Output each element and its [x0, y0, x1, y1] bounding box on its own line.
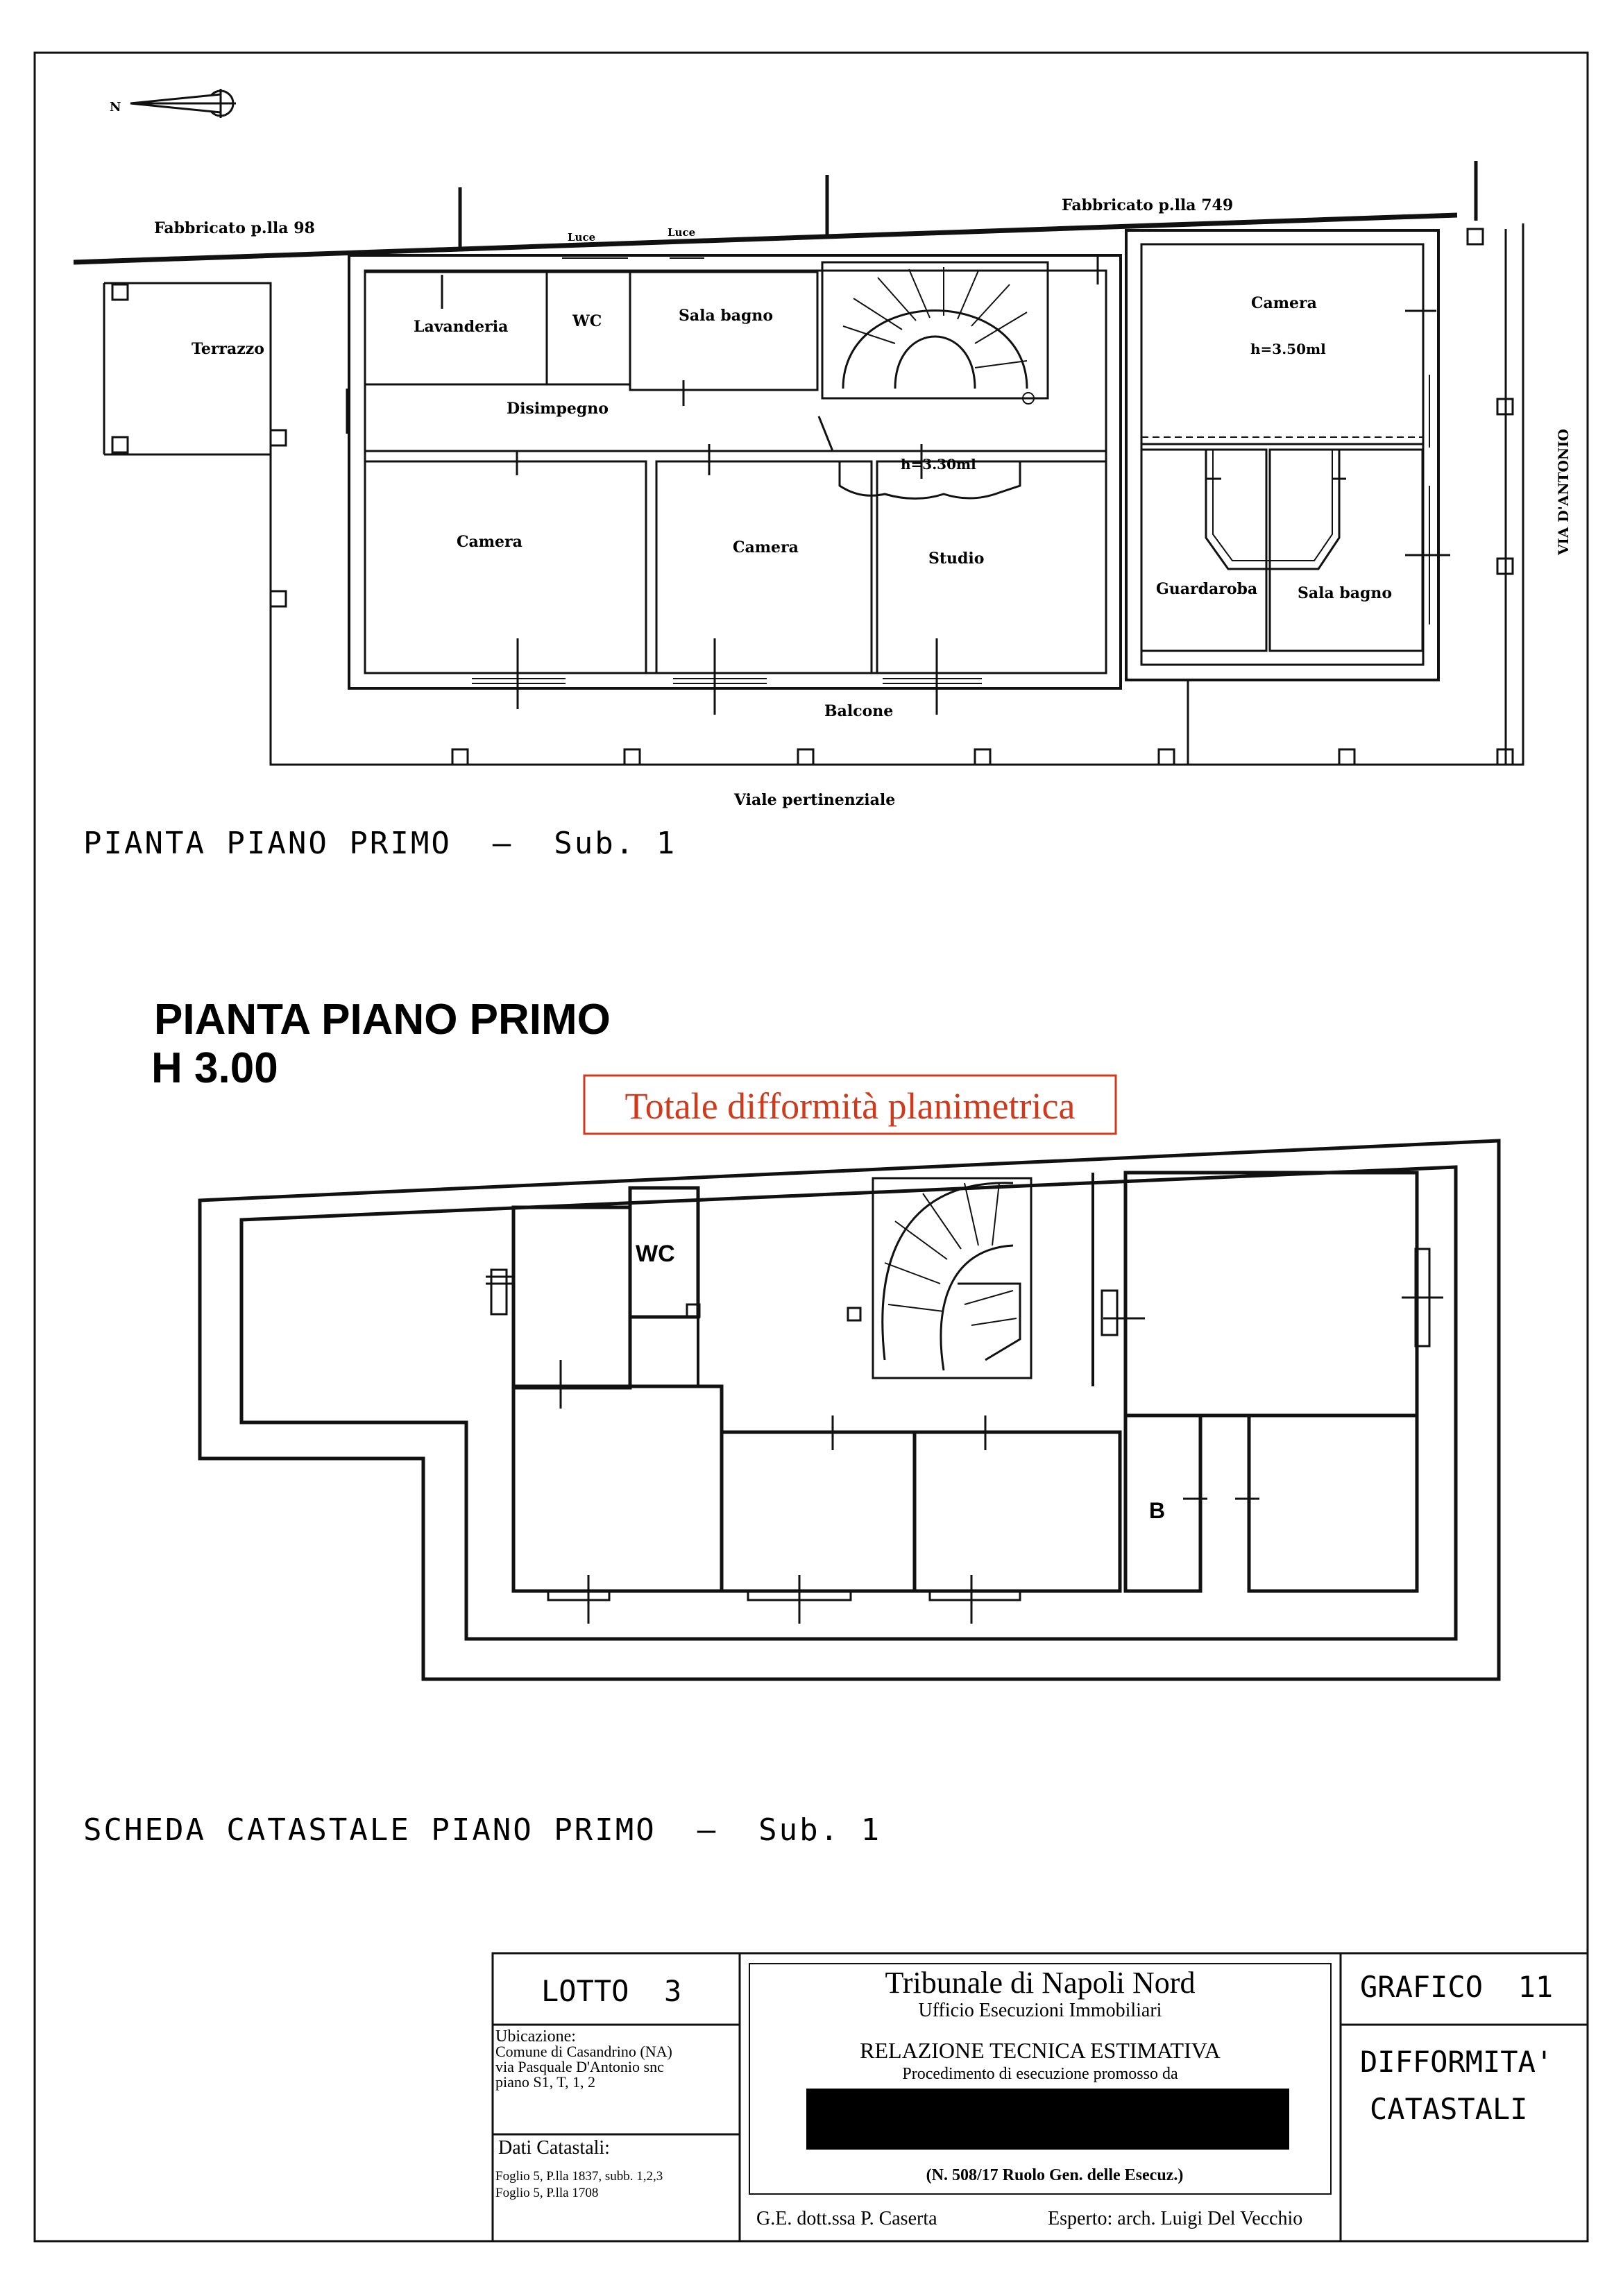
room-sala-bagno-2: Sala bagno: [1298, 584, 1393, 602]
street-bottom-label: Viale pertinenziale: [734, 791, 896, 809]
expert-name: Esperto: arch. Luigi Del Vecchio: [1048, 2208, 1303, 2229]
top-plan-walls: [74, 161, 1523, 765]
subject-line-2: CATASTALI: [1370, 2092, 1528, 2126]
judge-name: G.E. dott.ssa P. Caserta: [756, 2208, 937, 2229]
lotto-label: LOTTO 3: [541, 1974, 682, 2008]
dati-catastali-label: Dati Catastali:: [498, 2137, 610, 2159]
room-guardaroba: Guardaroba: [1156, 580, 1258, 598]
procedure-text: Procedimento di esecuzione promosso da: [902, 2065, 1178, 2083]
light-label-1: Luce: [568, 231, 596, 244]
dati-catastali-line-1: Foglio 5, P.lla 1837, subb. 1,2,3: [495, 2169, 663, 2184]
neighbor-right-label: Fabbricato p.lla 749: [1062, 196, 1234, 214]
cadastral-b-label: B: [1149, 1498, 1166, 1523]
cadastral-header-line-2: H 3.00: [151, 1044, 278, 1092]
ubicazione-label: Ubicazione:: [495, 2027, 576, 2046]
top-plan-caption: PIANTA PIANO PRIMO — Sub. 1: [83, 826, 677, 861]
ubicazione-line-3: piano S1, T, 1, 2: [495, 2073, 596, 2091]
dati-catastali-line-2: Foglio 5, P.lla 1708: [495, 2186, 599, 2200]
north-arrow: [130, 89, 236, 118]
north-label: N: [110, 100, 121, 114]
room-height-2: h=3.30ml: [901, 456, 976, 473]
room-disimpegno: Disimpegno: [507, 400, 609, 418]
office-name: Ufficio Esecuzioni Immobiliari: [918, 2000, 1162, 2021]
redacted-party-box: [806, 2089, 1289, 2150]
subject-line-1: DIFFORMITA': [1360, 2045, 1554, 2079]
room-lavanderia: Lavanderia: [414, 318, 509, 336]
neighbor-left-label: Fabbricato p.lla 98: [154, 219, 315, 237]
cadastral-header-line-1: PIANTA PIANO PRIMO: [154, 996, 611, 1044]
room-balcone: Balcone: [824, 702, 894, 720]
ubicazione-line-1: Comune di Casandrino (NA): [495, 2043, 672, 2060]
room-wc: WC: [572, 312, 602, 330]
difformity-note: Totale difformità planimetrica: [624, 1085, 1076, 1127]
room-camera-1: Camera: [1251, 294, 1317, 312]
room-studio: Studio: [928, 550, 985, 568]
room-terrazzo: Terrazzo: [192, 340, 264, 358]
room-height-1: h=3.50ml: [1250, 341, 1326, 357]
ubicazione-line-2: via Pasquale D'Antonio snc: [495, 2058, 664, 2075]
court-name: Tribunale di Napoli Nord: [885, 1966, 1196, 2000]
room-camera-2: Camera: [457, 533, 522, 551]
case-number: (N. 508/17 Ruolo Gen. delle Esecuz.): [926, 2166, 1184, 2184]
street-right-label: VIA D'ANTONIO: [1555, 429, 1572, 555]
cadastral-walls: [200, 1141, 1499, 1679]
room-camera-3: Camera: [733, 538, 799, 556]
light-label-2: Luce: [668, 226, 696, 239]
report-title: RELAZIONE TECNICA ESTIMATIVA: [860, 2038, 1221, 2063]
cadastral-plan-caption: SCHEDA CATASTALE PIANO PRIMO — Sub. 1: [83, 1812, 882, 1848]
grafico-number: GRAFICO 11: [1360, 1970, 1554, 2004]
room-sala-bagno-1: Sala bagno: [679, 307, 774, 325]
cadastral-wc-label: WC: [636, 1241, 675, 1267]
